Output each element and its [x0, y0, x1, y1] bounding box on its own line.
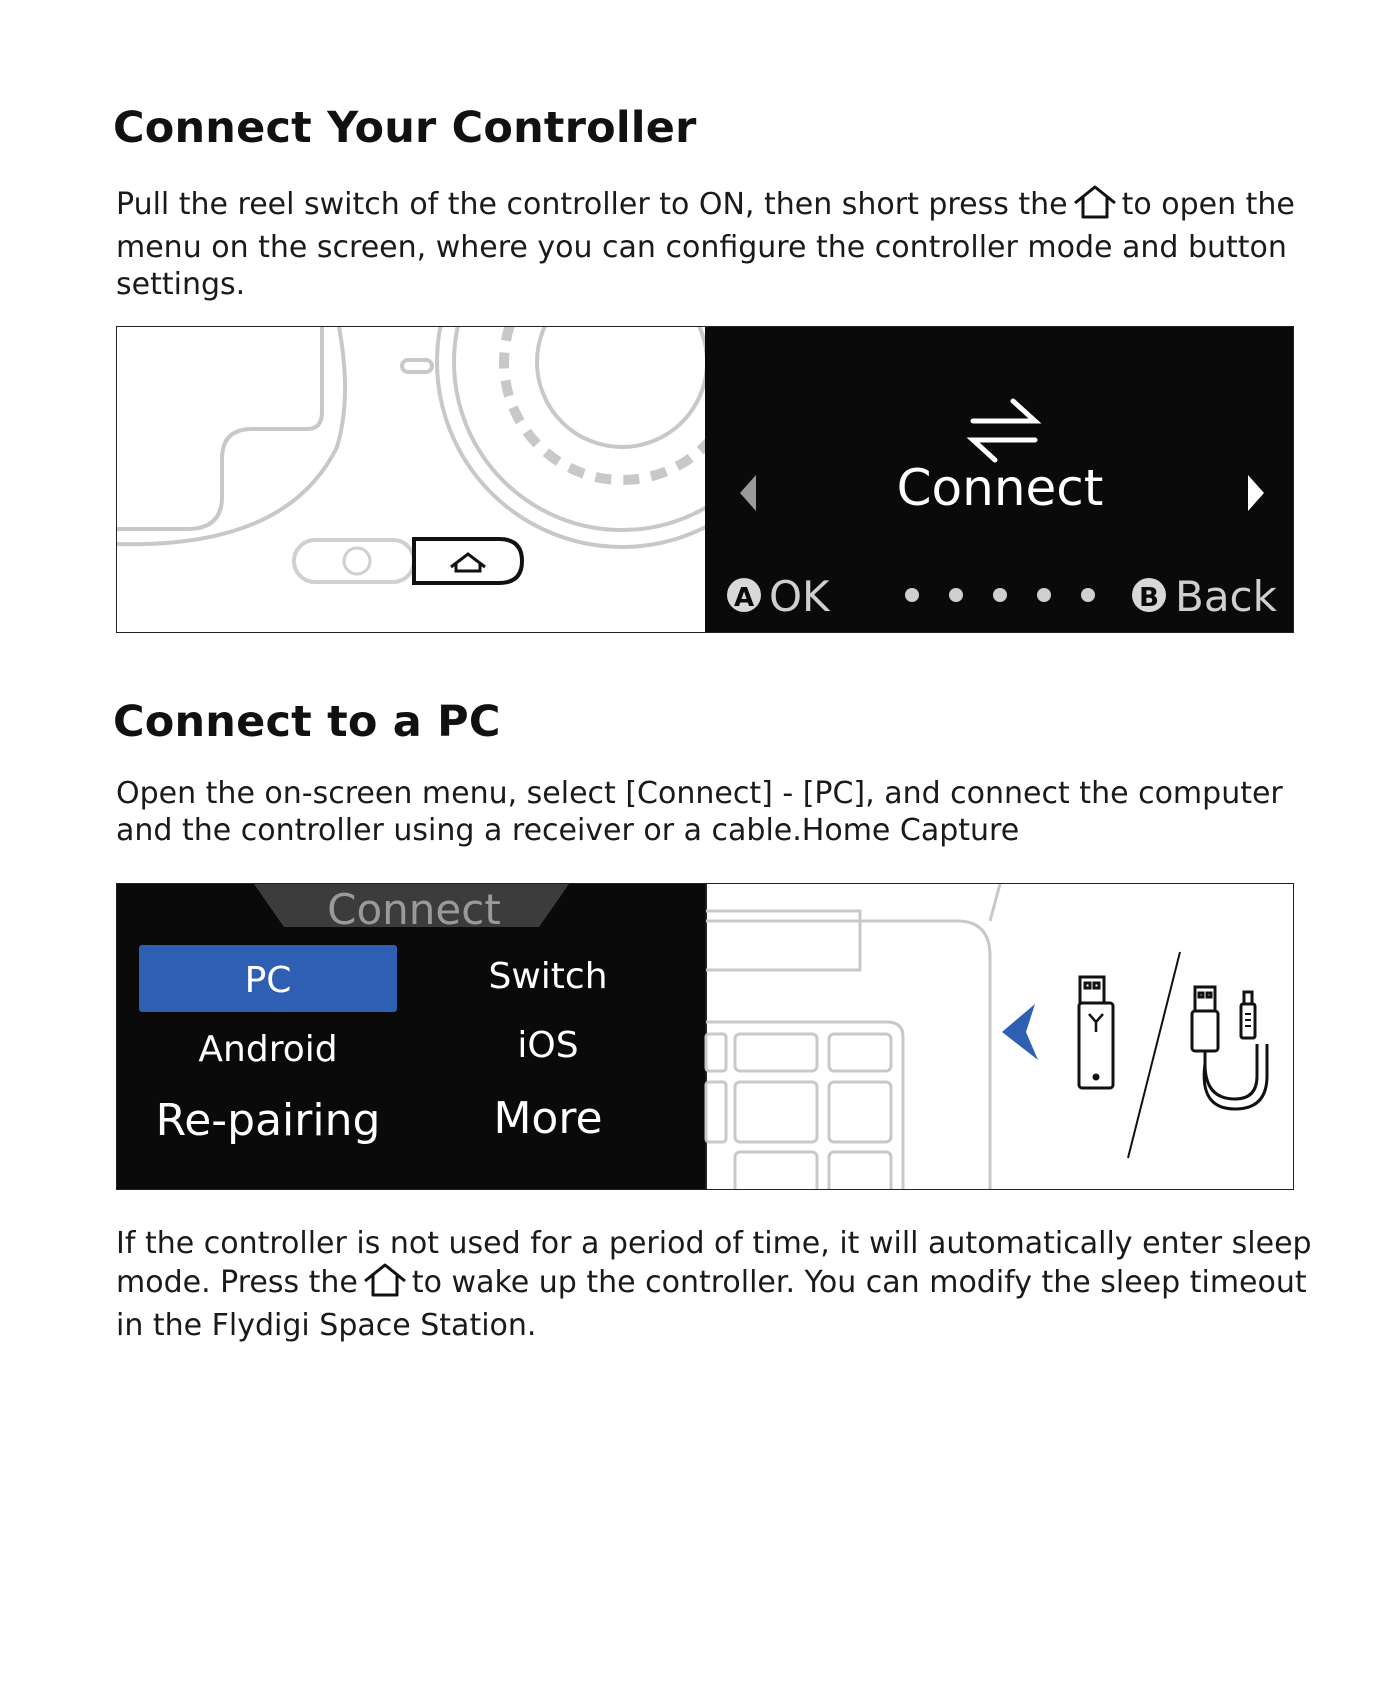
- menu-item-switch[interactable]: Switch: [488, 956, 608, 997]
- paragraph-text-part2: to wake up the controller. You can modify the sleep timeout in the Flydigi Space Station.: [116, 1265, 1307, 1343]
- page-dot: [1081, 588, 1095, 602]
- menu-item-more[interactable]: More: [493, 1093, 603, 1144]
- section-paragraph-connect-controller: [116, 184, 1316, 303]
- illustration-panel-menu-pc: [116, 883, 1294, 1190]
- menu-item-re-pairing[interactable]: Re-pairing: [155, 1095, 381, 1146]
- controller-sketch: [117, 327, 807, 547]
- screen-title: Connect: [896, 459, 1104, 517]
- illustration-panel-controller-screen: [116, 326, 1294, 633]
- page-dot: [905, 588, 919, 602]
- section-paragraph-connect-pc: Open the on-screen menu, select [Connect] - [PC], and connect the computer and the controller using a receiver or a cable.Home Capture: [116, 776, 1283, 848]
- home-button-area: [294, 539, 522, 583]
- usb-cable-icon: [1192, 987, 1267, 1109]
- menu-item-ios[interactable]: iOS: [517, 1025, 579, 1066]
- paragraph-text-part2: to open the menu on the screen, where you can configure the controller mode and button settings.: [116, 187, 1295, 302]
- back-label[interactable]: Back: [1175, 572, 1277, 621]
- controller-edge-sketch: [706, 884, 1000, 1190]
- menu-tab-title: Connect: [327, 885, 501, 934]
- page-dot: [1037, 588, 1051, 602]
- page-dot: [949, 588, 963, 602]
- b-key-letter: B: [1139, 583, 1159, 613]
- blue-pointer-icon: [1002, 1004, 1038, 1060]
- paragraph-text-part1: Pull the reel switch of the controller to ON, then short press the: [116, 187, 1068, 222]
- section-heading-connect-pc: Connect to a PC: [113, 697, 501, 747]
- paragraph-text-part1: If the controller is not used for a period of time, it will automatically enter sleep mode. Press the: [116, 1226, 1312, 1300]
- usb-receiver-icon: [1079, 977, 1113, 1088]
- a-key-letter: A: [733, 583, 755, 613]
- home-icon: [1072, 184, 1118, 229]
- menu-item-pc[interactable]: PC: [244, 960, 292, 1001]
- separator-slash: [1128, 952, 1180, 1158]
- home-icon: [362, 1262, 408, 1307]
- page-dot: [993, 588, 1007, 602]
- sleep-mode-paragraph: [116, 1225, 1316, 1344]
- menu-item-android[interactable]: Android: [198, 1029, 338, 1070]
- section-heading-connect-controller: Connect Your Controller: [113, 103, 697, 153]
- ok-label[interactable]: OK: [769, 572, 830, 621]
